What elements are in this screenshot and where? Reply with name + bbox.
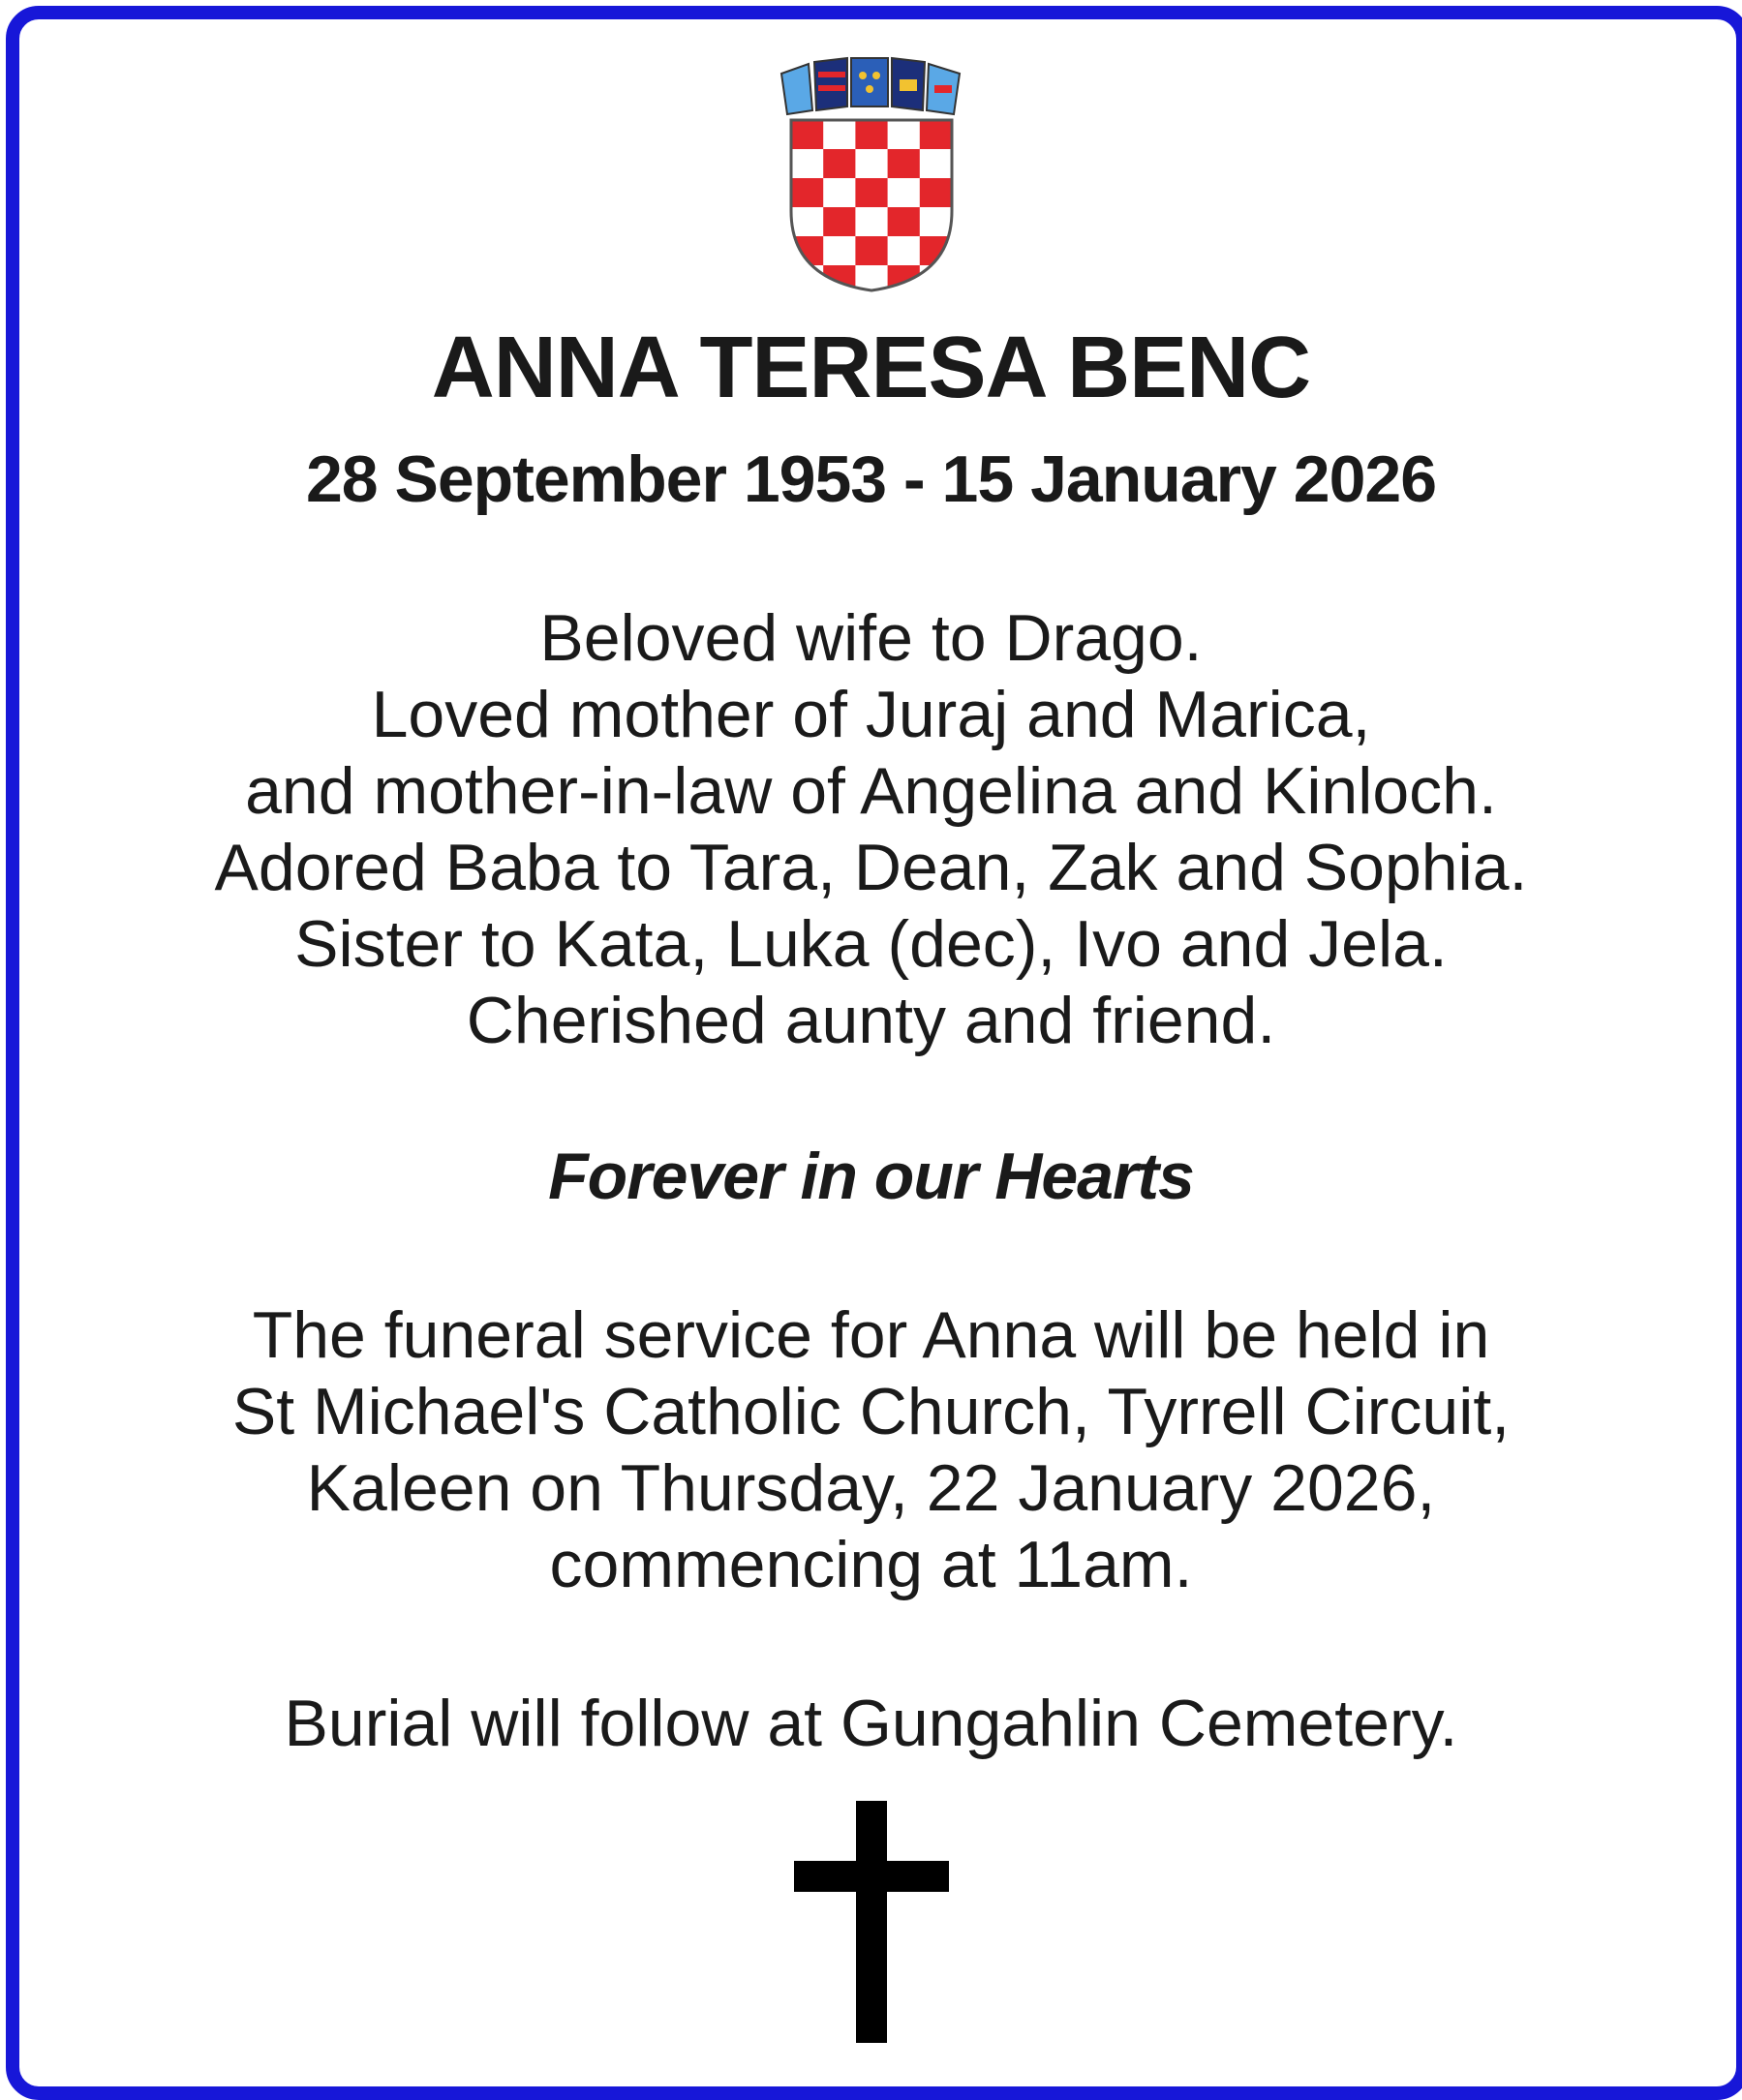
crest-check-square [855, 236, 887, 265]
crest-check-square [855, 178, 887, 207]
crest-check-square [823, 207, 855, 236]
service-line: St Michael's Catholic Church, Tyrrell Circuit, [231, 1375, 1511, 1448]
crest-check-square [823, 149, 855, 178]
crest-check-square [791, 178, 823, 207]
crest-crown [781, 58, 960, 114]
crest-check-square [920, 120, 952, 149]
crest-check-square [920, 178, 952, 207]
burial-details: Burial will follow at Gungahlin Cemetery. [284, 1687, 1458, 1760]
family-line: Beloved wife to Drago. [539, 601, 1203, 675]
family-line: and mother-in-law of Angelina and Kinloch. [245, 754, 1497, 828]
tribute-phrase: Forever in our Hearts [548, 1140, 1194, 1213]
latin-cross-icon [794, 1801, 949, 2043]
family-line: Loved mother of Juraj and Marica, [371, 678, 1371, 751]
croatian-coat-of-arms-icon [779, 56, 963, 293]
family-line: Cherished aunty and friend. [466, 984, 1276, 1057]
crest-check-square [855, 120, 887, 149]
service-line: Kaleen on Thursday, 22 January 2026, [306, 1451, 1436, 1525]
deceased-name: ANNA TERESA BENC [431, 320, 1311, 416]
service-line: The funeral service for Anna will be held in [252, 1298, 1490, 1372]
crest-check-square [888, 265, 920, 293]
funeral-service-details [0, 1297, 1742, 1603]
crest-check-square [791, 120, 823, 149]
crest-check-square [888, 207, 920, 236]
crest-check-square [823, 265, 855, 293]
crest-check-square [888, 149, 920, 178]
family-tribute [0, 600, 1742, 1059]
family-line: Sister to Kata, Luka (dec), Ivo and Jela. [294, 907, 1448, 981]
service-line: commencing at 11am. [549, 1528, 1193, 1601]
life-dates: 28 September 1953 - 15 January 2026 [305, 442, 1437, 516]
family-line: Adored Baba to Tara, Dean, Zak and Sophia. [214, 831, 1528, 904]
